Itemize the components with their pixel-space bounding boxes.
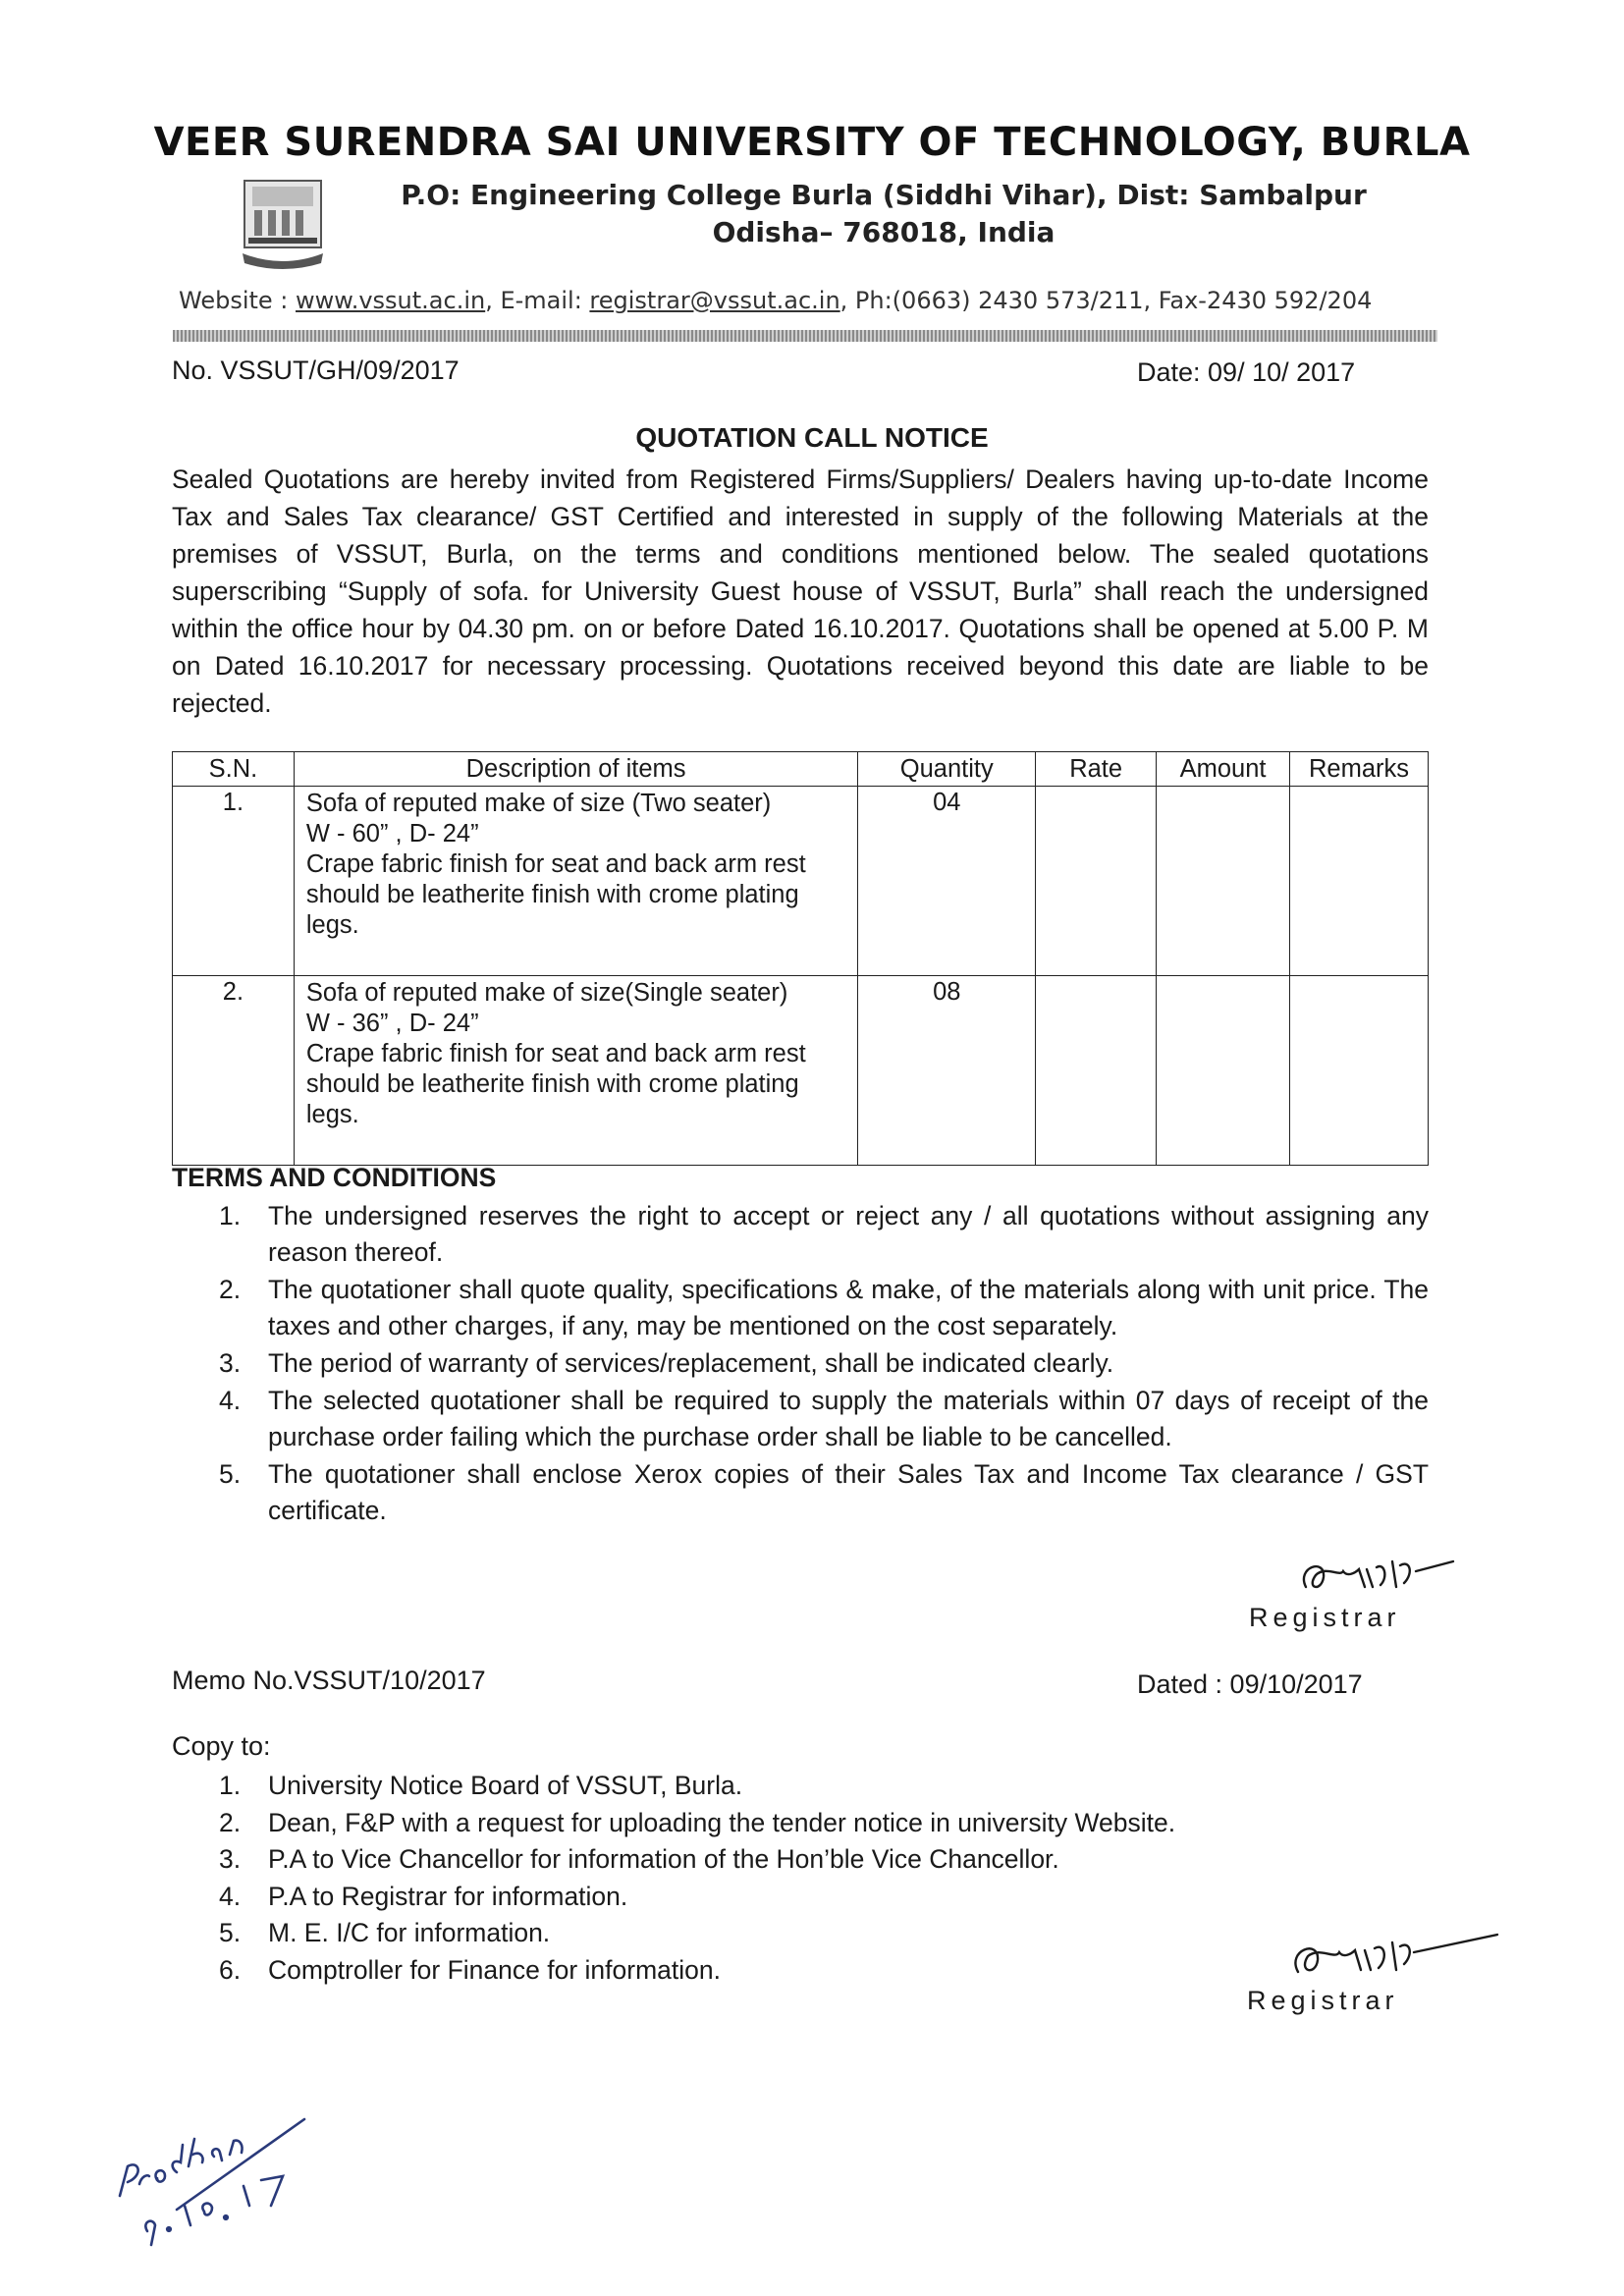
list-item [172,1383,1429,1455]
items-table [172,751,1429,1166]
item-number: 4. [219,1881,242,1911]
university-name: VEER SURENDRA SAI UNIVERSITY OF TECHNOLOGY, BURLA [153,120,1471,165]
header-description: Description of items [294,752,857,787]
terms-list [172,1198,1429,1530]
item-number: 2. [219,1275,242,1304]
handwritten-note [108,2111,334,2259]
signature-1-label: Registrar [1249,1603,1401,1632]
description-title: Sofa of reputed make of size (Two seater) [305,790,772,817]
terms-heading: TERMS AND CONDITIONS [172,1163,497,1192]
list-item [172,1879,1429,1916]
item-text: The quotationer shall enclose Xerox copies of their Sales Tax and Income Tax clearance / GST certificate. [268,1459,1429,1525]
list-item [172,1198,1429,1271]
description-size: W - 36” , D- 24” [305,1010,479,1037]
cell-remarks [1290,976,1429,1166]
registrar-signature-1 [1286,1548,1463,1607]
copy-to-list [172,1768,1429,1989]
copy-to-heading: Copy to: [172,1731,271,1761]
contact-line [179,287,1372,314]
list-item [172,1345,1429,1382]
list-item [172,1841,1429,1879]
item-text: P.A to Vice Chancellor for information of the Hon’ble Vice Chancellor. [268,1844,1059,1874]
item-text: The undersigned reserves the right to accept or reject any / all quotations without assigning any reason thereof. [268,1201,1429,1267]
list-item [172,1915,1429,1952]
signature-2-label: Registrar [1247,1986,1399,2015]
item-text: M. E. I/C for information. [268,1918,551,1947]
cell-description [294,787,857,976]
cell-remarks [1290,787,1429,976]
header-remarks: Remarks [1290,752,1429,787]
description-finish: Crape fabric finish for seat and back arm rest should be leatherite finish with crome plating legs. [305,1040,806,1128]
registrar-signature-2 [1276,1927,1502,1992]
header-quantity: Quantity [858,752,1036,787]
item-number: 4. [219,1386,242,1415]
item-number: 5. [219,1459,242,1489]
description-title: Sofa of reputed make of size(Single seater) [305,979,788,1007]
item-number: 1. [219,1771,242,1800]
letterhead-divider [173,330,1437,342]
notice-title: QUOTATION CALL NOTICE [635,422,989,453]
cell-amount [1157,787,1290,976]
address-line-1: P.O: Engineering College Burla (Siddhi Vihar), Dist: Sambalpur [401,179,1367,211]
email-link[interactable]: registrar@vssut.ac.in [589,287,840,314]
phone-fax: , Ph:(0663) 2430 573/211, Fax-2430 592/204 [839,287,1373,314]
item-number: 2. [219,1807,242,1837]
item-number: 5. [219,1918,242,1947]
description-size: W - 60” , D- 24” [305,820,479,847]
header-sn: S.N. [173,752,295,787]
cell-description [294,976,857,1166]
cell-quantity: 08 [858,976,1036,1166]
list-item [172,1805,1429,1842]
list-item [172,1272,1429,1344]
university-logo-icon [239,173,327,271]
table-row [173,976,1429,1166]
list-item [172,1952,1429,1990]
list-item [172,1456,1429,1529]
item-text: Comptroller for Finance for information. [268,1954,721,1985]
header-rate: Rate [1036,752,1157,787]
reference-number: No. VSSUT/GH/09/2017 [172,355,460,385]
item-text: The quotationer shall quote quality, specifications & make, of the materials along with unit price. The taxes and other charges, if any, may be mentioned on the cost separately. [268,1275,1429,1340]
item-text: The period of warranty of services/replacement, shall be indicated clearly. [268,1348,1114,1378]
website-link[interactable]: www.vssut.ac.in [296,287,486,314]
header-amount: Amount [1157,752,1290,787]
table-row [173,787,1429,976]
list-item [172,1768,1429,1805]
cell-amount [1157,976,1290,1166]
cell-quantity: 04 [858,787,1036,976]
email-label: , E-mail: [485,287,590,314]
memo-number: Memo No.VSSUT/10/2017 [172,1666,486,1695]
item-number: 1. [219,1201,242,1230]
memo-date: Dated : 09/10/2017 [1137,1669,1363,1699]
item-text: P.A to Registrar for information. [268,1881,628,1911]
item-text: The selected quotationer shall be required to supply the materials within 07 days of receipt of the purchase order failing which the purchase order shall be liable to be cancelled. [268,1386,1429,1451]
cell-sn: 2. [173,976,295,1166]
cell-rate [1036,787,1157,976]
cell-sn: 1. [173,787,295,976]
item-text: Dean, F&P with a request for uploading the tender notice in university Website. [268,1807,1176,1837]
address-line-2: Odisha– 768018, India [712,216,1056,248]
cell-rate [1036,976,1157,1166]
item-number: 3. [219,1348,242,1378]
reference-date: Date: 09/ 10/ 2017 [1137,357,1356,387]
item-number: 6. [219,1954,242,1985]
website-label: Website : [179,287,297,314]
notice-intro: Sealed Quotations are hereby invited from Registered Firms/Suppliers/ Dealers having up-to-date Income Tax and Sales Tax clearance/ GST Certified and interested in supply of the following Materials at the premises of VSSUT, Burla, on the terms and conditions mentioned below. The sealed quotations superscribing “Supply of sofa. for University Guest house of VSSUT, Burla” shall reach the undersigned within the office hour by 04.30 pm. on or before Dated 16.10.2017. Quotations shall be opened at 5.00 P. M on Dated 16.10.2017 for necessary processing. Quotations received beyond this date are liable to be rejected. [172,465,1429,718]
description-finish: Crape fabric finish for seat and back arm rest should be leatherite finish with crome plating legs. [305,850,806,939]
table-header-row [173,752,1429,787]
item-number: 3. [219,1844,242,1874]
item-text: University Notice Board of VSSUT, Burla. [268,1771,743,1800]
